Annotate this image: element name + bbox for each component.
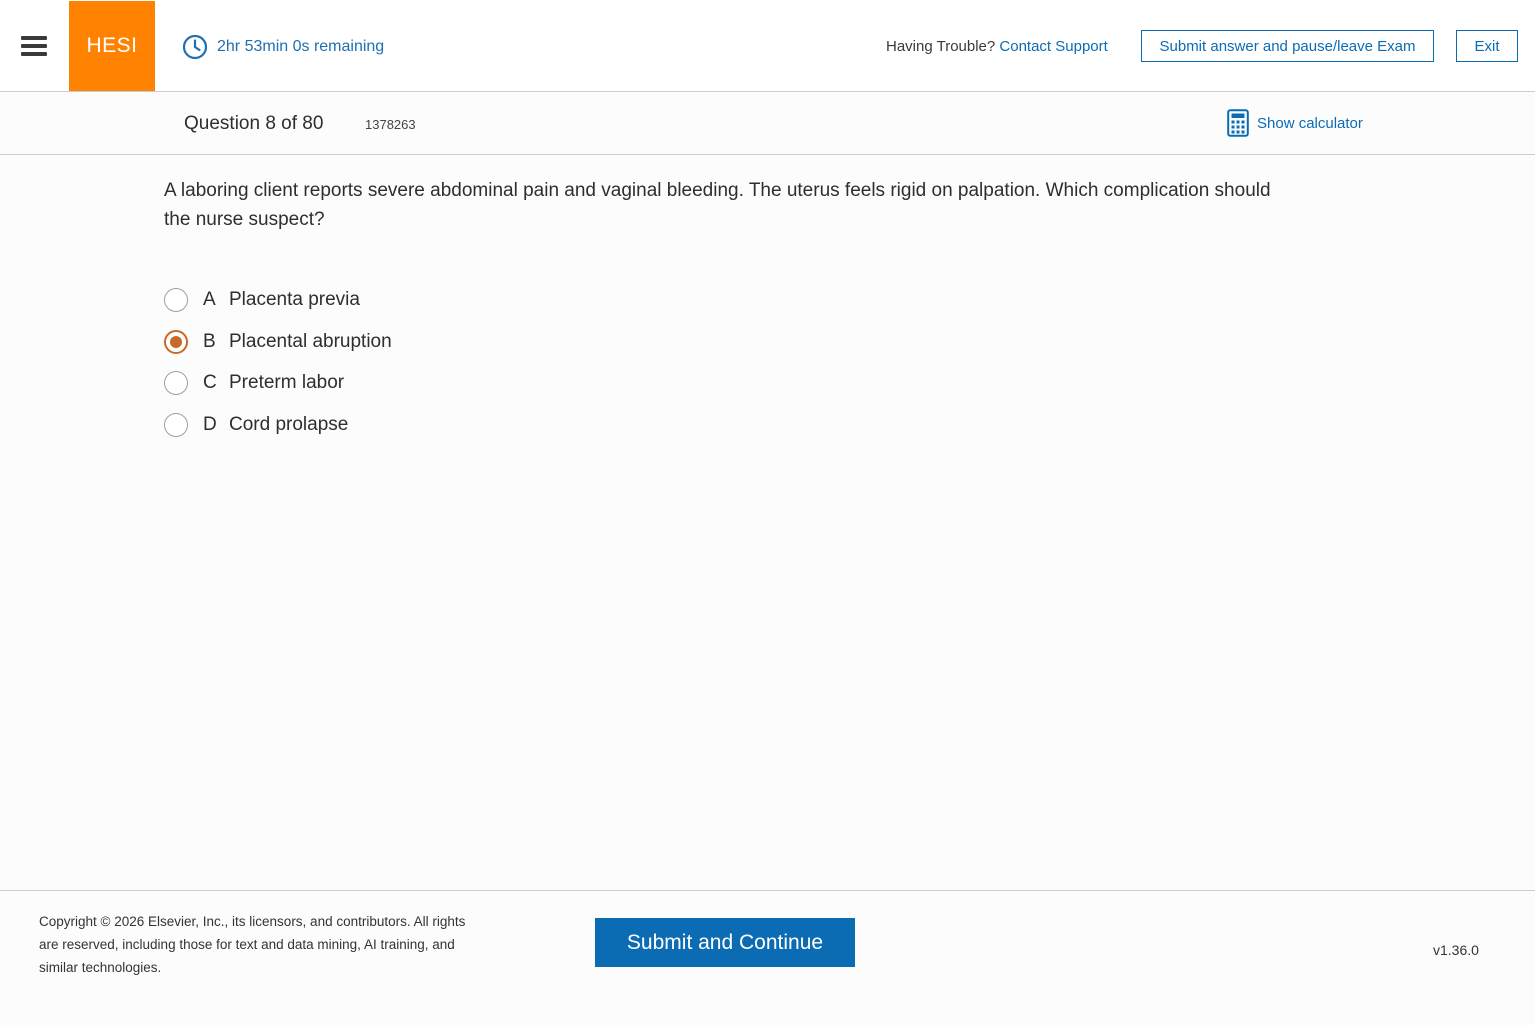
answer-options bbox=[164, 286, 392, 452]
question-bar bbox=[0, 92, 1535, 155]
pause-leave-exam-button[interactable]: Submit answer and pause/leave Exam bbox=[1141, 30, 1434, 62]
exit-button[interactable]: Exit bbox=[1456, 30, 1518, 62]
timer-text: 2hr 53min 0s remaining bbox=[217, 38, 385, 55]
option-letter: D bbox=[203, 413, 217, 435]
help-text bbox=[886, 38, 1108, 55]
radio-a[interactable] bbox=[164, 288, 188, 312]
option-c[interactable] bbox=[164, 369, 392, 397]
version-label: v1.36.0 bbox=[1433, 942, 1479, 958]
question-id: 1378263 bbox=[365, 117, 416, 132]
question-counter: Question 8 of 80 bbox=[184, 113, 324, 134]
time-remaining bbox=[182, 34, 384, 60]
hamburger-menu-icon[interactable] bbox=[20, 32, 48, 60]
option-text: Preterm labor bbox=[229, 372, 345, 393]
option-text: Placental abruption bbox=[229, 330, 392, 352]
radio-d[interactable] bbox=[164, 413, 188, 437]
calculator-label: Show calculator bbox=[1257, 114, 1363, 132]
submit-continue-button[interactable]: Submit and Continue bbox=[595, 918, 855, 967]
radio-c[interactable] bbox=[164, 371, 188, 395]
option-d[interactable] bbox=[164, 411, 392, 439]
show-calculator-button[interactable] bbox=[1227, 109, 1363, 137]
option-text: Placenta previa bbox=[229, 289, 360, 310]
option-a[interactable] bbox=[164, 286, 392, 314]
option-letter: A bbox=[203, 289, 216, 310]
option-letter: B bbox=[203, 330, 216, 352]
hesi-logo: HESI bbox=[69, 1, 155, 91]
radio-b[interactable] bbox=[164, 330, 188, 354]
option-b[interactable] bbox=[164, 328, 392, 356]
page-footer bbox=[0, 890, 1535, 1025]
question-stem: A laboring client reports severe abdominal pain and vaginal bleeding. The uterus feels rigid on palpation. Which complication should the nurse suspect? bbox=[164, 180, 1271, 230]
top-header bbox=[0, 0, 1535, 92]
copyright-notice: Copyright © 2026 Elsevier, Inc., its licensors, and contributors. All rights are reserved, including those for text and data mining, AI training, and similar technologies. bbox=[39, 914, 466, 975]
option-text: Cord prolapse bbox=[229, 413, 349, 435]
clock-icon bbox=[182, 34, 208, 60]
calculator-icon bbox=[1227, 109, 1249, 137]
trouble-label: Having Trouble? bbox=[886, 38, 996, 55]
option-letter: C bbox=[203, 372, 217, 393]
contact-support-link[interactable]: Contact Support bbox=[999, 38, 1108, 55]
